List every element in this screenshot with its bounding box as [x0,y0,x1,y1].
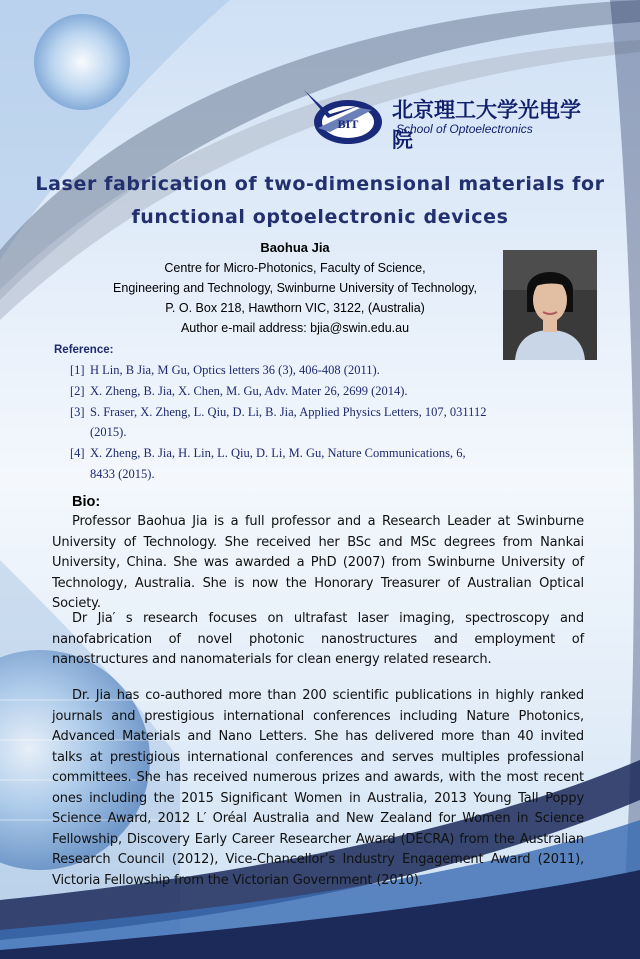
bio-heading: Bio: [72,494,101,510]
author-block [60,238,530,338]
bio-paragraph-1: Professor Baohua Jia is a full professor and a Research Leader at Swinburne University of Technology. She received her BSc and MSc degrees from Nankai University, China. She was awarded a PhD (2007) from Swinburne University of Technology, Australia. She is now the Honorary Treasurer of Australian Optical Society. [52,514,584,611]
reference-item [70,381,490,402]
author-photo [503,250,597,360]
poster-title-line-1: Laser fabrication of two-dimensional materials for [35,173,605,195]
author-email: Author e-mail address: bjia@swin.edu.au [180,321,410,335]
portrait-icon [503,250,597,360]
reference-text: X. Zheng, B. Jia, H. Lin, L. Qiu, D. Li, M. Gu, Nature Communications, 6, 8433 (2015). [90,446,466,481]
poster-title-line-2: functional optoelectronic devices [131,206,509,228]
author-name: Baohua Jia [260,240,330,255]
reference-number: [3] [70,404,85,419]
reference-list [70,360,490,485]
bit-emblem-icon [300,88,390,148]
reference-number: [2] [70,383,85,398]
reference-text: X. Zheng, B. Jia, X. Chen, M. Gu, Adv. Mater 26, 2699 (2014). [90,383,408,398]
reference-number: [4] [70,446,85,461]
reference-item [70,402,490,444]
school-name-chinese: 北京理工大学光电学院 [392,98,581,152]
svg-text:BIT: BIT [337,117,359,131]
reference-text: S. Fraser, X. Zheng, L. Qiu, D. Li, B. Jia, Applied Physics Letters, 107, 031112 (2015). [90,404,487,440]
reference-heading: Reference: [54,344,114,356]
author-affiliation-2: Engineering and Technology, Swinburne University of Technology, [113,281,477,295]
author-address: P. O. Box 218, Hawthorn VIC, 3122, (Australia) [165,301,425,315]
reference-text: H Lin, B Jia, M Gu, Optics letters 36 (3), 406-408 (2011). [90,363,380,377]
school-name-english: School of Optoelectronics [396,122,533,136]
reference-item [70,360,490,381]
bio-paragraph-2: Dr Jia′ s research focuses on ultrafast laser imaging, spectroscopy and nanofabrication of novel photonic nanostructures and employment of nanostructures and nanomaterials for clean energy related research. [52,611,584,667]
reference-number: [1] [70,363,85,377]
bio-paragraph-3: Dr. Jia has co-authored more than 200 scientific publications in highly ranked journals and prestigious international conferences including Nature Photonics, Advanced Materials and Nano Letters. She has delivered more than 40 invited talks at prestigious international conferences and serves multiples professional committees. She has received numerous prizes and awards, with the most recent ones including the 2015 Significant Women in Australia, 2013 Young Tall Poppy Science Award, 2012 L′ Oréal Australia and New Zealand for Women in Science Fellowship, Discovery Early Career Researcher Award (DECRA) from the Australian Research Council (2012), Vice-Chancellor’s Industry Engagement Award (2011), Victoria Fellowship from the Victorian Government (2010). [52,688,584,888]
school-logo [300,88,590,152]
reference-item [70,443,490,485]
globe-icon [34,14,130,110]
author-affiliation-1: Centre for Micro-Photonics, Faculty of Science, [164,261,426,275]
